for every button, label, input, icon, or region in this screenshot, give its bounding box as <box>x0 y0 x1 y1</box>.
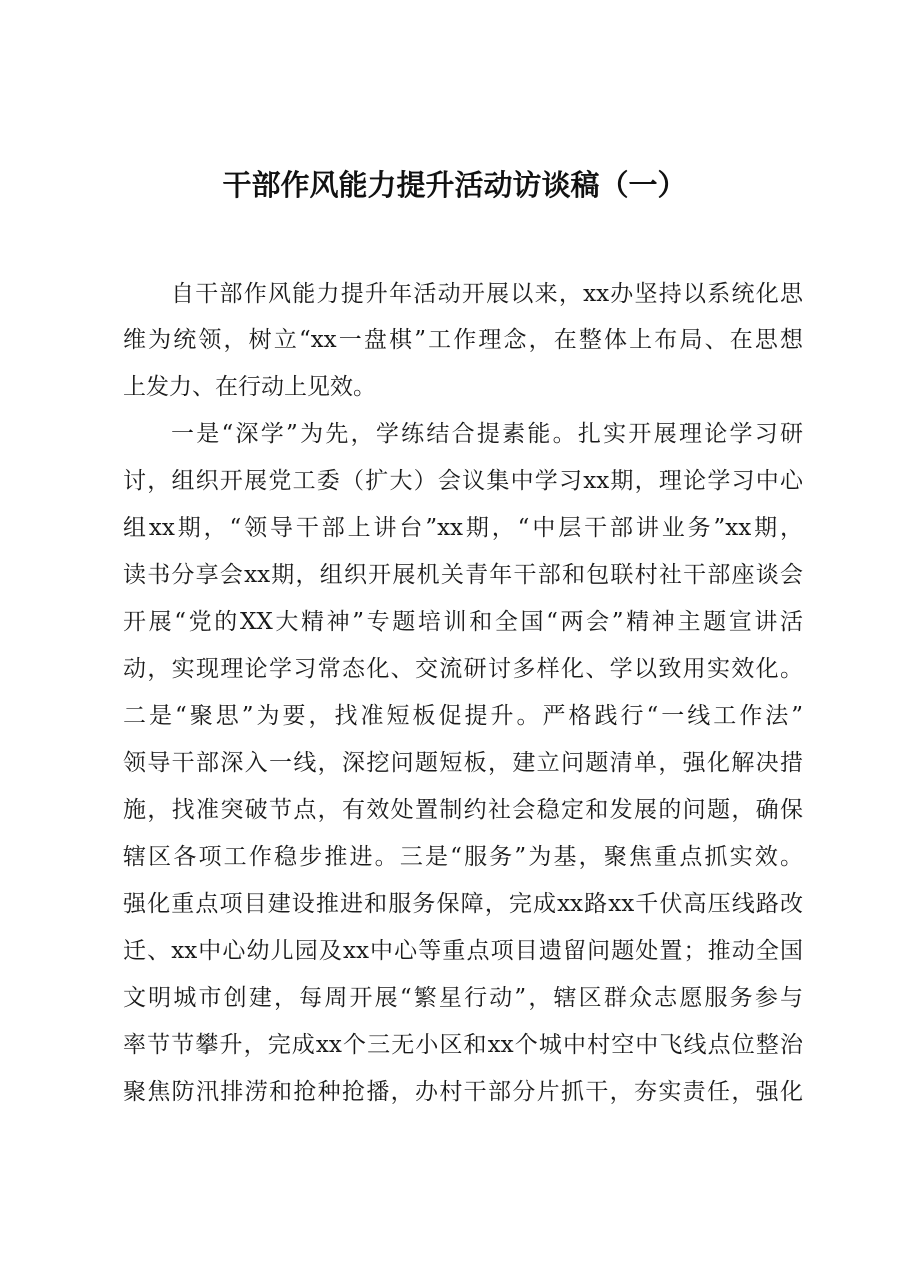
document-title: 干部作风能力提升活动访谈稿（一） <box>222 168 687 202</box>
paragraph-line: 辖区各项工作稳步推进。三是“服务”为基，聚焦重点抓实效。 <box>123 844 803 870</box>
paragraph-line: 讨，组织开展党工委（扩大）会议集中学习xx期，理论学习中心 <box>123 468 803 494</box>
paragraph-line: 组xx期，“领导干部上讲台”xx期，“中层干部讲业务”xx期， <box>123 515 803 541</box>
paragraph-line: 聚焦防汛排涝和抢种抢播，办村干部分片抓干，夯实责任，强化 <box>123 1079 803 1105</box>
paragraph-line: 强化重点项目建设推进和服务保障，完成xx路xx千伏高压线路改 <box>123 891 803 917</box>
paragraph-line: 一是“深学”为先，学练结合提素能。扎实开展理论学习研 <box>171 421 803 447</box>
paragraph-line: 二是“聚思”为要，找准短板促提升。严格践行“一线工作法” <box>123 703 803 729</box>
paragraph-line: 领导干部深入一线，深挖问题短板，建立问题清单，强化解决措 <box>123 750 803 776</box>
paragraph-line: 施，找准突破节点，有效处置制约社会稳定和发展的问题，确保 <box>123 797 803 823</box>
paragraph-line: 上发力、在行动上见效。 <box>123 374 376 400</box>
paragraph-line: 开展“党的XX大精神”专题培训和全国“两会”精神主题宣讲活 <box>123 609 803 635</box>
paragraph-line: 自干部作风能力提升年活动开展以来，xx办坚持以系统化思 <box>171 281 803 307</box>
paragraph-line: 率节节攀升，完成xx个三无小区和xx个城中村空中飞线点位整治 <box>123 1032 803 1058</box>
paragraph-line: 读书分享会xx期，组织开展机关青年干部和包联村社干部座谈会 <box>123 562 803 588</box>
paragraph-line: 维为统领，树立“xx一盘棋”工作理念，在整体上布局、在思想 <box>123 327 803 353</box>
paragraph-line: 迁、xx中心幼儿园及xx中心等重点项目遗留问题处置；推动全国 <box>123 938 803 964</box>
paragraph-line: 文明城市创建，每周开展“繁星行动”，辖区群众志愿服务参与 <box>123 985 803 1011</box>
paragraph-line: 动，实现理论学习常态化、交流研讨多样化、学以致用实效化。 <box>123 656 803 682</box>
